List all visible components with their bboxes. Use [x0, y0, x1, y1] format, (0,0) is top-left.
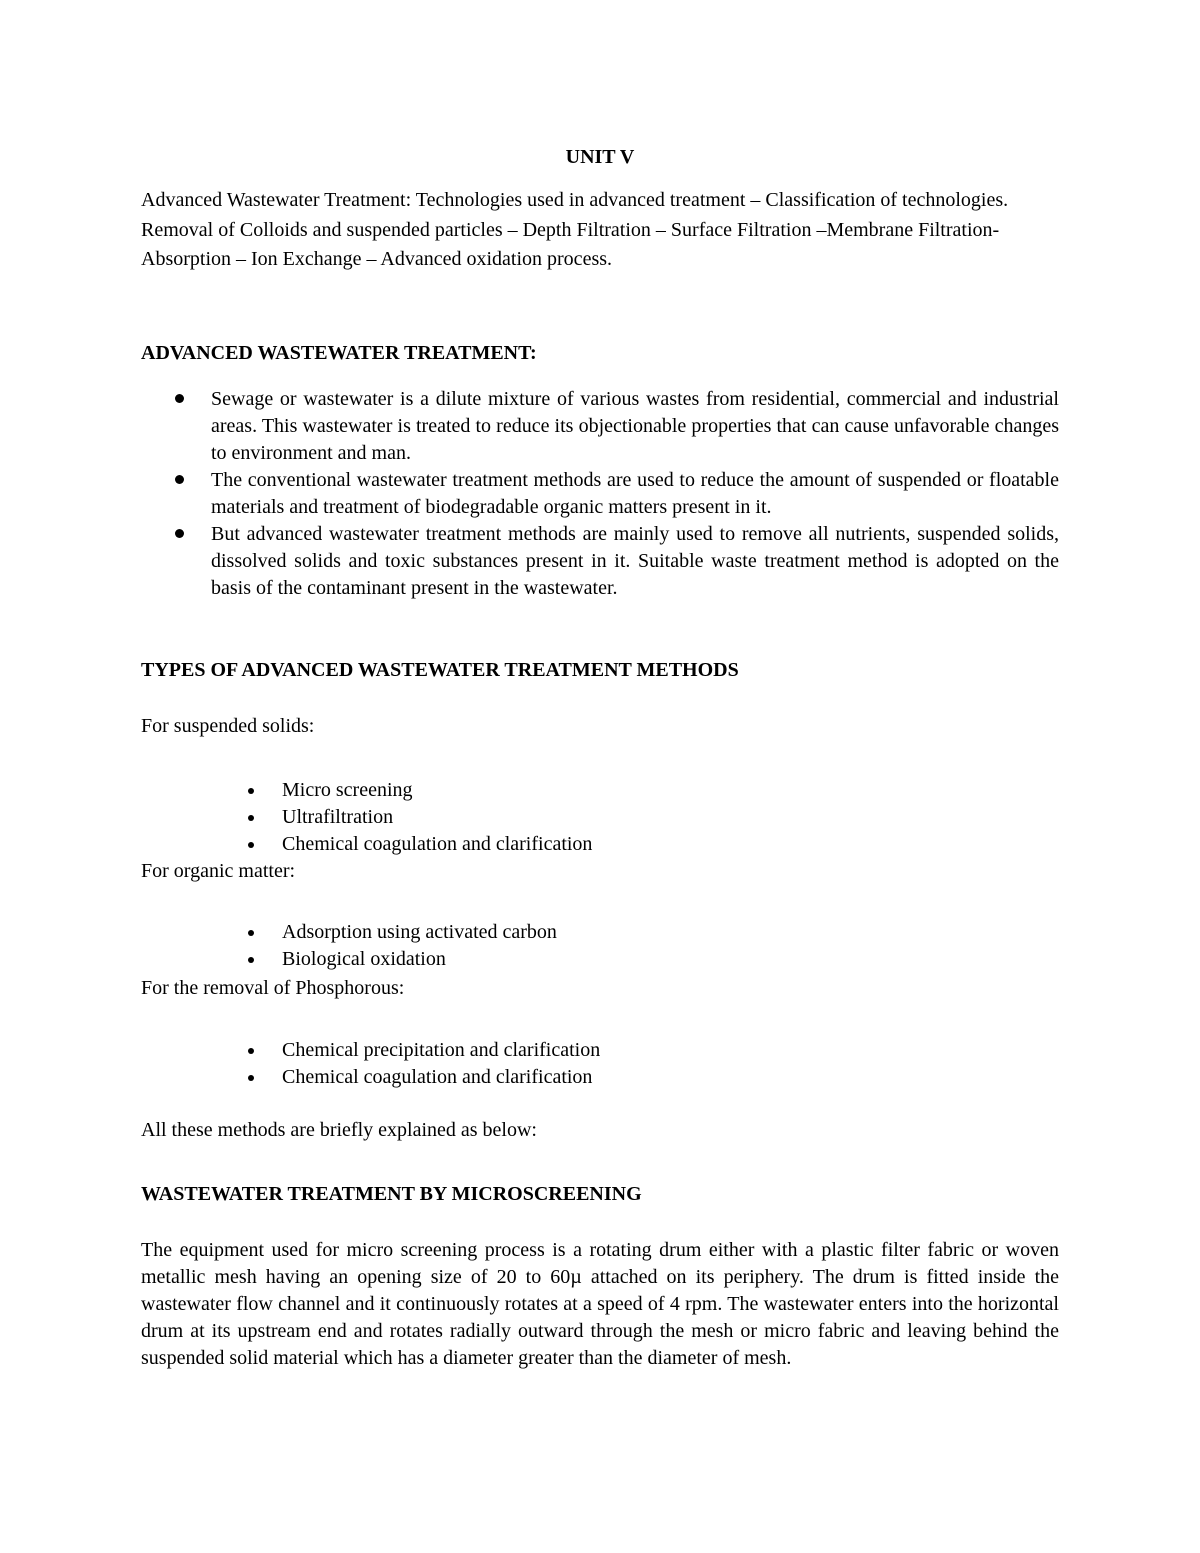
bullet-icon	[248, 930, 254, 936]
microscreening-heading: WASTEWATER TREATMENT BY MICROSCREENING	[141, 1183, 642, 1205]
bullet-icon	[175, 529, 184, 538]
bullet-icon	[248, 1048, 254, 1054]
list-item-text: The conventional wastewater treatment methods are used to reduce the amount of suspended or floatable materials and treatment of biodegradable organic matters present in it.	[211, 469, 1059, 518]
bullet-icon	[175, 475, 184, 484]
organic-matter-list	[141, 919, 557, 973]
group-label-organic-matter: For organic matter:	[141, 860, 296, 882]
group-label-phosphorous: For the removal of Phosphorous:	[141, 977, 405, 999]
list-item	[141, 804, 592, 831]
list-item-text: Ultrafiltration	[282, 806, 394, 828]
list-item	[141, 467, 1059, 521]
bullet-icon	[175, 394, 184, 403]
suspended-solids-list	[141, 777, 592, 858]
list-item-text: Chemical coagulation and clarification	[282, 1066, 593, 1088]
list-item	[141, 521, 1059, 602]
bullet-icon	[248, 957, 254, 963]
list-item-text: Chemical coagulation and clarification	[282, 833, 593, 855]
advanced-treatment-heading: ADVANCED WASTEWATER TREATMENT:	[141, 342, 537, 364]
list-item-text: Chemical precipitation and clarification	[282, 1039, 601, 1061]
closing-sentence: All these methods are briefly explained as below:	[141, 1119, 537, 1141]
list-item-text: Adsorption using activated carbon	[282, 921, 557, 943]
bullet-icon	[248, 1075, 254, 1081]
unit-title: UNIT V	[565, 146, 635, 168]
bullet-icon	[248, 815, 254, 821]
bullet-icon	[248, 788, 254, 794]
syllabus-paragraph: Advanced Wastewater Treatment: Technologies used in advanced treatment – Classification of technologies. Removal of Colloids and suspended particles – Depth Filtration – Surface Filtration –Membrane Filtration- Absorption – Ion Exchange – Advanced oxidation process.	[141, 189, 1009, 270]
list-item-text: Micro screening	[282, 779, 413, 801]
bullet-icon	[248, 842, 254, 848]
advanced-treatment-bullet-list	[141, 386, 1059, 602]
microscreening-paragraph: The equipment used for micro screening process is a rotating drum either with a plastic filter fabric or woven metallic mesh having an opening size of 20 to 60µ attached on its periphery. The drum is fitted inside the wastewater flow channel and it continuously rotates at a speed of 4 rpm. The wastewater enters into the horizontal drum at its upstream end and rotates radially outward through the mesh or micro fabric and leaving behind the suspended solid material which has a diameter greater than the diameter of mesh.	[141, 1239, 1059, 1369]
list-item	[141, 1064, 600, 1091]
types-heading: TYPES OF ADVANCED WASTEWATER TREATMENT METHODS	[141, 659, 739, 681]
list-item-text: Biological oxidation	[282, 948, 446, 970]
list-item	[141, 946, 557, 973]
list-item	[141, 386, 1059, 467]
group-label-suspended-solids: For suspended solids:	[141, 715, 315, 737]
phosphorous-list	[141, 1037, 600, 1091]
list-item	[141, 1037, 600, 1064]
list-item	[141, 919, 557, 946]
list-item	[141, 777, 592, 804]
list-item-text: But advanced wastewater treatment methods are mainly used to remove all nutrients, suspended solids, dissolved solids and toxic substances present in it. Suitable waste treatment method is adopted on the basis of the contaminant present in the wastewater.	[211, 523, 1059, 599]
list-item-text: Sewage or wastewater is a dilute mixture of various wastes from residential, commercial and industrial areas. This wastewater is treated to reduce its objectionable properties that can cause unfavorable changes to environment and man.	[211, 388, 1059, 464]
list-item	[141, 831, 592, 858]
